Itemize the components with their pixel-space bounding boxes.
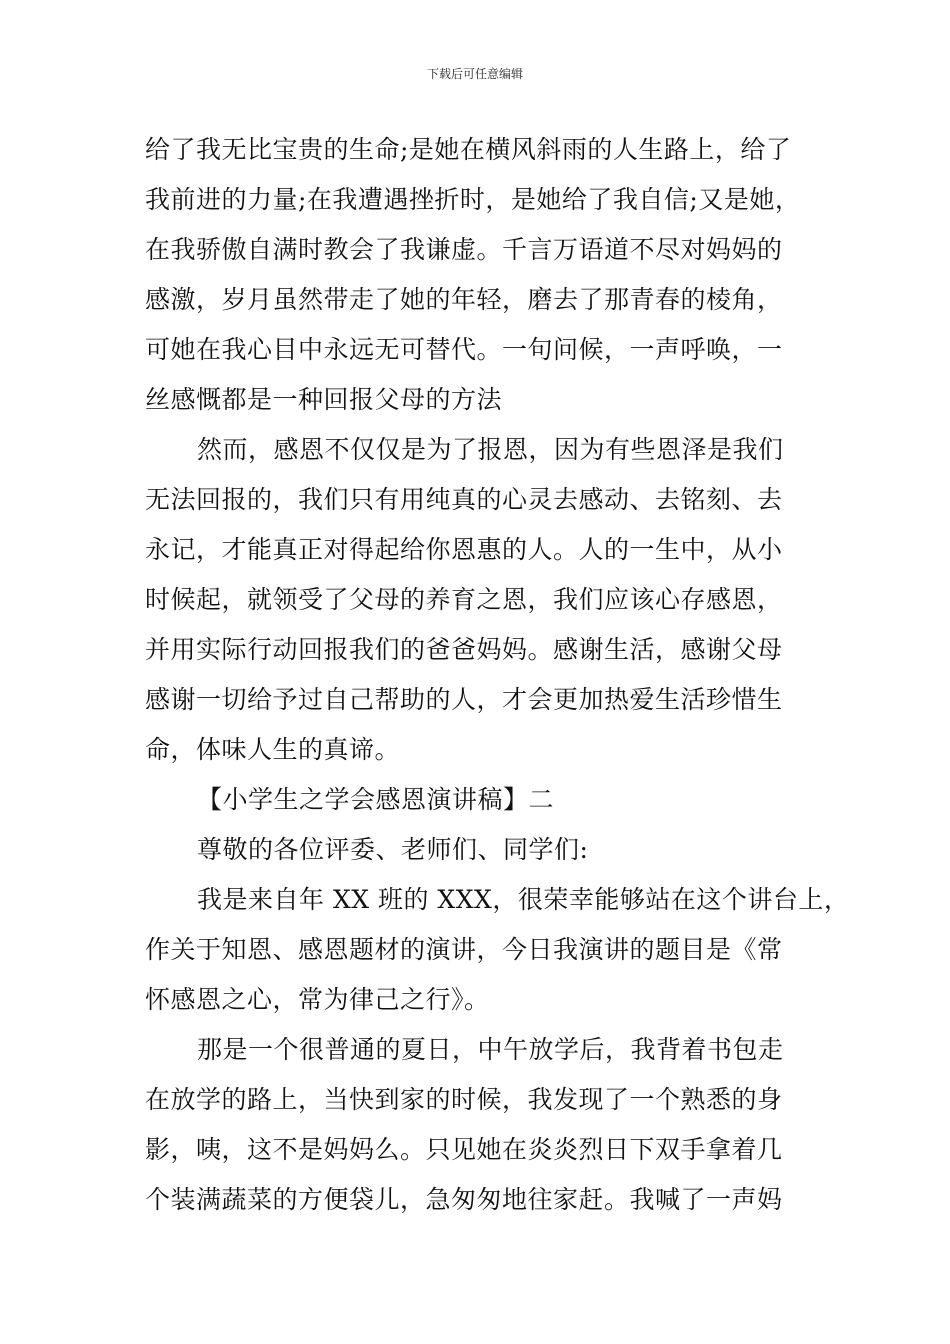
paragraph-line: 并用实际行动回报我们的爸爸妈妈。感谢生活，感谢父母 (145, 635, 783, 664)
paragraph-first-line: 【小学生之学会感恩演讲稿】二 (197, 785, 555, 814)
paragraph-line: 感谢一切给予过自己帮助的人，才会更加热爱生活珍惜生 (145, 685, 783, 714)
paragraph-line: 在放学的路上，当快到家的时候，我发现了一个熟悉的身 (145, 1085, 783, 1114)
paragraph-line: 我前进的力量;在我遭遇挫折时，是她给了我自信;又是她， (145, 185, 801, 214)
paragraph-first-line: 尊敬的各位评委、老师们、同学们: (197, 835, 589, 864)
paragraph-line: 在我骄傲自满时教会了我谦虚。千言万语道不尽对妈妈的 (145, 235, 783, 264)
paragraph-first-line: 那是一个很普通的夏日，中午放学后，我背着书包走 (197, 1035, 784, 1064)
paragraph-line: 个装满蔬菜的方便袋儿，急匆匆地往家赶。我喊了一声妈 (145, 1185, 783, 1214)
paragraph-line: 命，体味人生的真谛。 (145, 735, 401, 764)
document-body (145, 125, 850, 1225)
paragraph-first-line: 然而，感恩不仅仅是为了报恩，因为有些恩泽是我们 (197, 435, 784, 464)
paragraph-line: 可她在我心目中永远无可替代。一句问候，一声呼唤，一 (145, 335, 783, 364)
paragraph-line: 丝感慨都是一种回报父母的方法 (145, 385, 503, 414)
paragraph-line: 无法回报的，我们只有用纯真的心灵去感动、去铭刻、去 (145, 485, 783, 514)
paragraph-line: 时候起，就领受了父母的养育之恩，我们应该心存感恩， (145, 585, 783, 614)
page-header: 下载后可任意编辑 (426, 67, 523, 81)
paragraph-first-line: 我是来自年 XX 班的 XXX，很荣幸能够站在这个讲台上， (197, 885, 850, 914)
paragraph-line: 怀感恩之心，常为律己之行》。 (145, 985, 490, 1014)
paragraph-line: 作关于知恩、感恩题材的演讲，今日我演讲的题目是《常 (145, 935, 783, 964)
paragraph-line: 感激，岁月虽然带走了她的年轻，磨去了那青春的棱角， (145, 285, 783, 314)
paragraph-line: 给了我无比宝贵的生命;是她在横风斜雨的人生路上，给了 (145, 135, 792, 164)
paragraph-line: 影，咦，这不是妈妈么。只见她在炎炎烈日下双手拿着几 (145, 1135, 783, 1164)
paragraph-line: 永记，才能真正对得起给你恩惠的人。人的一生中，从小 (145, 535, 783, 564)
